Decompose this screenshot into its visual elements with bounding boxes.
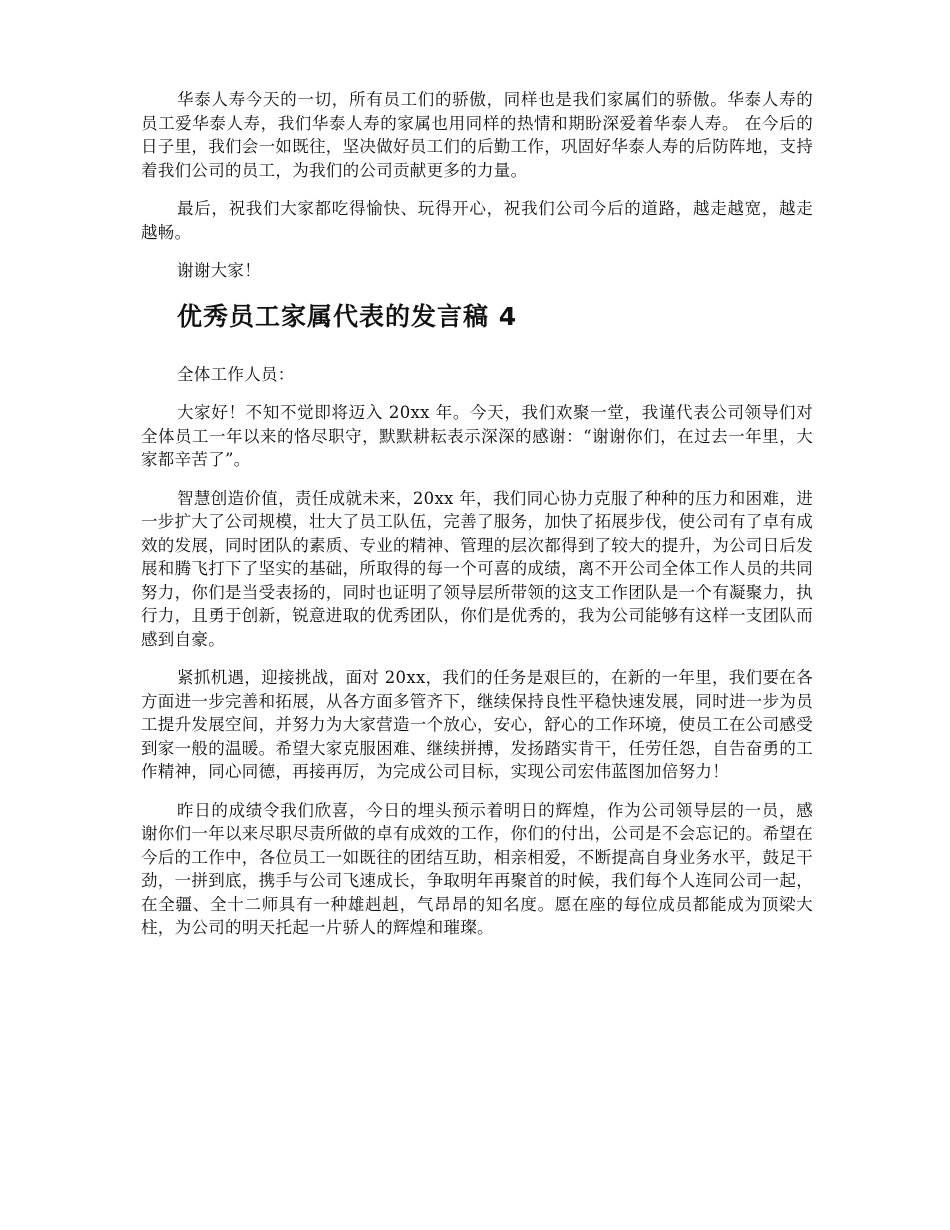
section-heading: 优秀员工家属代表的发言稿 4 [177,301,518,331]
paragraph-thanks: 谢谢大家！ [177,261,261,280]
paragraph-salutation: 全体工作人员： [177,364,295,384]
paragraph-greeting: 大家好！不知不觉即将迈入 20xx 年。今天，我们欢聚一堂，我谨代表公司领导们对全体员工一年以来的恪尽职守，默默耕耘表示深深的感谢：“谢谢你们，在过去一年里，大家都辛苦了”。 [141,403,813,469]
document-page [141,88,813,955]
paragraph-huatai-pride: 华泰人寿今天的一切，所有员工们的骄傲，同样也是我们家属们的骄傲。华泰人寿的员工爱华泰人寿，我们华泰人寿的家属也用同样的热情和期盼深爱着华泰人寿。 在今后的日子里，我们会一如既往，坚决做好员工们的后勤工作，巩固好华泰人寿的后防阵地，支持着我们公司的员工，为我们的公司贡献更多的力量。 [141,90,813,180]
paragraph-challenges: 紧抓机遇，迎接挑战，面对 20xx，我们的任务是艰巨的，在新的一年里，我们要在各方面进一步完善和拓展，从各方面多管齐下，继续保持良性平稳快速发展，同时进一步为员工提升发展空间，并努力为大家营造一个放心，安心，舒心的工作环境，使员工在公司感受到家一般的温暖。希望大家克服困难、继续拼搏，发扬踏实肯干，任劳任怨，自告奋勇的工作精神，同心同德，再接再厉，为完成公司目标，实现公司宏伟蓝图加倍努力！ [141,668,813,781]
paragraph-future: 昨日的成绩令我们欣喜，今日的埋头预示着明日的辉煌，作为公司领导层的一员，感谢你们一年以来尽职尽责所做的卓有成效的工作，你们的付出，公司是不会忘记的。希望在今后的工作中，各位员工一如既往的团结互助，相亲相爱，不断提高自身业务水平，鼓足干劲，一拼到底，携手与公司飞速成长，争取明年再聚首的时候，我们每个人连同公司一起，在全疆、全十二师具有一种雄赳赳，气昂昂的知名度。愿在座的每位成员都能成为顶梁大柱，为公司的明天托起一片骄人的辉煌和璀璨。 [141,800,813,937]
paragraph-closing-wishes: 最后，祝我们大家都吃得愉快、玩得开心，祝我们公司今后的道路，越走越宽，越走越畅。 [141,199,813,242]
paragraph-achievements: 智慧创造价值，责任成就未来，20xx 年，我们同心协力克服了种种的压力和困难，进一步扩大了公司规模，壮大了员工队伍，完善了服务，加快了拓展步伐，使公司有了卓有成效的发展，同时团队的素质、专业的精神、管理的层次都得到了较大的提升，为公司日后发展和腾飞打下了坚实的基础，所取得的每一个可喜的成绩，离不开公司全体工作人员的共同努力，你们是当受表扬的，同时也证明了领导层所带领的这支工作团队是一个有凝聚力，执行力，且勇于创新，锐意进取的优秀团队，你们是优秀的，我为公司能够有这样一支团队而感到自豪。 [141,488,813,649]
